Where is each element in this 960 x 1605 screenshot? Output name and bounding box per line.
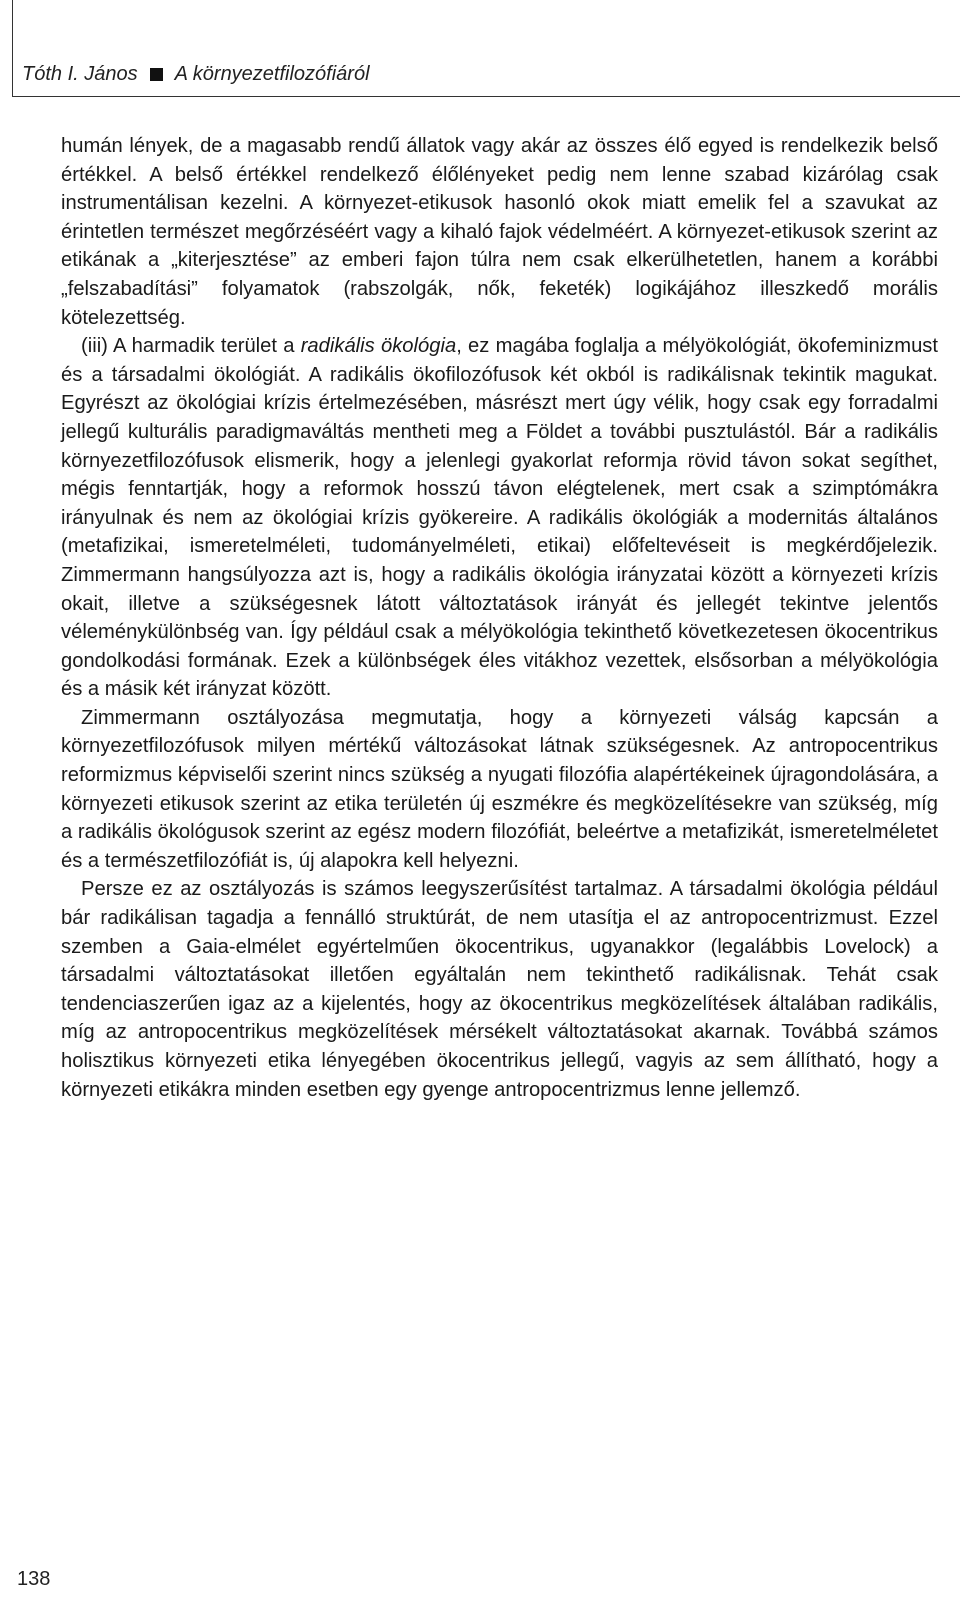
paragraph-4: Persze ez az osztályozás is számos leegyszerűsítést tartalmaz. A társadalmi ökológia például bár radikálisan tagadja a fennálló struktúrát, de nem utasítja el az antropocentrizmust. Ezzel szemben a Gaia-elmélet egyértelműen ökocentrikus, ugyanakkor (legalábbis Lovelock) a társadalmi változtatásokat illetően egyáltalán nem tekinthető radikálisnak. Tehát csak tendenciaszerűen igaz az a kijelentés, hogy az ökocentrikus megközelítések általában radikális, míg az antropocentrikus megközelítések mérsékelt változtatásokat akarnak. Továbbá számos holisztikus környezeti etika lényegében ökocentrikus jellegű, vagyis az sem állítható, hogy a környezeti etikákra minden esetben egy gyenge antropocentrizmus lenne jellemző. [61, 878, 938, 1101]
header-frame-bottom-rule [12, 96, 960, 97]
header-frame-left-rule [12, 0, 13, 97]
paragraph-3: Zimmermann osztályozása megmutatja, hogy a környezeti válság kapcsán a környezetfilozófusok milyen mértékű változásokat látnak szükségesnek. Az antropocentrikus reformizmus képviselői szerint nincs szükség a nyugati filozófia alapértékeinek újragondolására, a környezeti etikusok szerint az etika területén új eszmékre és megközelítésekre van szükség, míg a radikális ökológusok szerint az egész modern filozófiát, beleértve a metafizikát, ismeretelméletet és a természetfilozófiát is, új alapokra kell helyezni. [61, 706, 938, 872]
page-number: 138 [17, 1568, 51, 1590]
running-head-title: A környezetfilozófiáról [174, 63, 370, 85]
running-head-author: Tóth I. János [22, 63, 138, 85]
running-head [22, 63, 370, 86]
paragraph-2-emphasis: radikális ökológia [300, 335, 457, 358]
square-bullet-icon [150, 68, 163, 81]
paragraph-2-rest: , ez magába foglalja a mélyökológiát, ökofeminizmust és a társadalmi ökológiát. A radikális ökofilozófusok két okból is radikálisnak tekintik magukat. Egyrészt az ökológiai krízis értelmezésében, másrészt mert úgy vélik, hogy csak egy forradalmi jellegű kulturális paradigmaváltás mentheti meg a Földet a további pusztulástól. Bár a radikális környezetfilozófusok elismerik, hogy a jelenlegi gyakorlat reformja rövid távon sokat segíthet, mégis fenntartják, hogy a reformok hosszú távon elégtelenek, mert csak a szimptómákra irányulnak és nem az ökológiai krízis gyökereire. A radikális ökológiák a modernitás általános (metafizikai, ismeretelméleti, tudományelméleti, etikai) előfeltevéseit is megkérdőjelezik. Zimmermann hangsúlyozza azt is, hogy a radikális ökológia irányzatai között a környezeti krízis okait, illetve a szükségesnek látott változtatások irányát és jellegét tekintve jelentős véleménykülönbség van. Így például csak a mélyökológia tekinthető következetesen ökocentrikus gondolkodási formának. Ezek a különbségek éles vitákhoz vezettek, elsősorban a mélyökológia és a másik két irányzat között. [61, 335, 939, 701]
body-text [61, 132, 938, 1104]
paragraph-2-start: (iii) A harmadik terület a [81, 335, 301, 358]
paragraph-2 [61, 332, 938, 704]
paragraph-1: humán lények, de a magasabb rendű állatok vagy akár az összes élő egyed is rendelkezik belső értékkel. A belső értékkel rendelkező élőlényeket pedig nem lenne szabad kizárólag csak instrumentálisan kezelni. A környezet-etikusok hasonló okok miatt emelik fel a szavukat az érintetlen természet megőrzéséért vagy a kihaló fajok védelméért. A környezet-etikusok szerint az etikának a „kiterjesztése” az emberi fajon túlra nem csak elkerülhetetlen, hanem a korábbi „felszabadítási” folyamatok (rabszolgák, nők, feketék) logikájához illeszkedő morális kötelezettség. [61, 135, 938, 329]
